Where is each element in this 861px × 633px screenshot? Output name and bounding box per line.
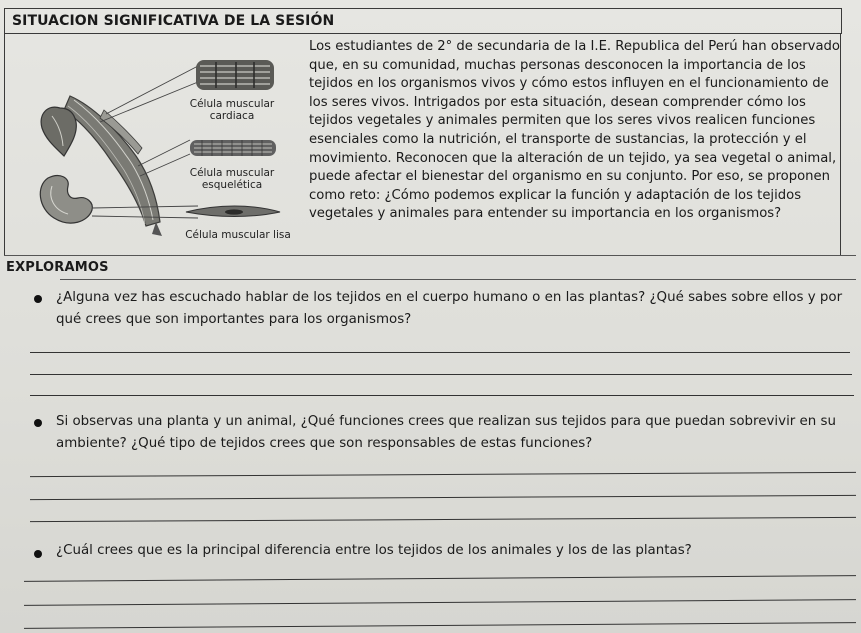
- skeletal-cell-image: [190, 140, 276, 156]
- intro-line: movimiento. Reconocen que la alteración de un tejido, ya sea vegetal o animal,: [309, 150, 837, 166]
- question-1: [56, 287, 856, 331]
- skeletal-cell-label: Célula muscular esquelética: [189, 167, 275, 191]
- question-2-line-2: ambiente? ¿Qué tipo de tejidos crees que son responsables de estas funciones?: [56, 436, 593, 451]
- answer-line[interactable]: [30, 395, 854, 396]
- muscle-tissue-illustration: [8, 36, 306, 254]
- cardiac-cell-label: Célula muscular cardiaca: [189, 98, 275, 122]
- intro-line: tejidos vegetales y animales permiten que los seres vivos realicen funciones: [309, 113, 816, 129]
- cardiac-cell-image: [196, 60, 274, 90]
- question-3-line-1: ¿Cuál crees que es la principal diferencia entre los tejidos de los animales y los de las plantas?: [56, 543, 692, 558]
- intro-line: vegetales y animales para entender su importancia en los organismos?: [309, 206, 782, 222]
- intro-line: Los estudiantes de 2° de secundaria de la I.E. Republica del Perú han observado: [309, 39, 840, 54]
- question-3: [56, 540, 856, 562]
- answer-line[interactable]: [30, 472, 856, 477]
- smooth-cell-label: Célula muscular lisa: [185, 229, 291, 241]
- answer-line[interactable]: [30, 495, 856, 500]
- intro-line: esenciales como la nutrición, el transporte de sustancias, la protección y el: [309, 131, 807, 147]
- bullet-icon: [34, 550, 42, 558]
- question-2: [56, 411, 856, 455]
- cardiac-cell-caption: [184, 98, 280, 122]
- title-divider: [4, 33, 842, 34]
- question-1-line-2: qué crees que son importantes para los organismos?: [56, 312, 412, 327]
- answer-line[interactable]: [24, 622, 856, 629]
- intro-line: como reto: ¿Cómo podemos explicar la función y adaptación de los tejidos: [309, 187, 802, 203]
- skeletal-cell-caption: [184, 167, 280, 191]
- section-divider: [60, 279, 856, 280]
- intro-line: que, en su comunidad, muchas personas desconocen la importancia de los: [309, 57, 806, 73]
- left-border: [4, 33, 5, 255]
- intro-line: tejidos en los organismos vivos y cómo estos influyen en el funcionamiento de: [309, 76, 829, 92]
- muscle-tissue-drawing: [8, 36, 306, 254]
- situation-paragraph: [309, 38, 841, 224]
- answer-line[interactable]: [30, 374, 852, 375]
- smooth-cell-caption: [178, 229, 298, 241]
- section-heading-exploramos: EXPLORAMOS: [6, 260, 109, 275]
- smooth-cell-image: [186, 206, 280, 217]
- page-title: SITUACION SIGNIFICATIVA DE LA SESIÓN: [12, 13, 335, 29]
- intro-line: puede afectar el bienestar del organismo en su conjunto. Por eso, se proponen: [309, 169, 830, 185]
- intro-line: los seres vivos. Intrigados por esta situación, desean comprender cómo los: [309, 94, 806, 110]
- answer-line[interactable]: [30, 352, 850, 353]
- answer-line[interactable]: [24, 575, 856, 582]
- answer-line[interactable]: [30, 517, 856, 522]
- question-1-line-1: ¿Alguna vez has escuchado hablar de los tejidos en el cuerpo humano o en las plantas? ¿Qué sabes sobre ellos y por: [56, 290, 843, 305]
- bullet-icon: [34, 419, 42, 427]
- stomach-drawing: [40, 176, 92, 223]
- question-2-line-1: Si observas una planta y un animal, ¿Qué funciones crees que realizan sus tejidos para que puedan sobrevivir en su: [56, 414, 837, 429]
- answer-line[interactable]: [24, 599, 856, 606]
- bullet-icon: [34, 295, 42, 303]
- heart-drawing: [41, 107, 76, 156]
- section-divider: [4, 255, 856, 256]
